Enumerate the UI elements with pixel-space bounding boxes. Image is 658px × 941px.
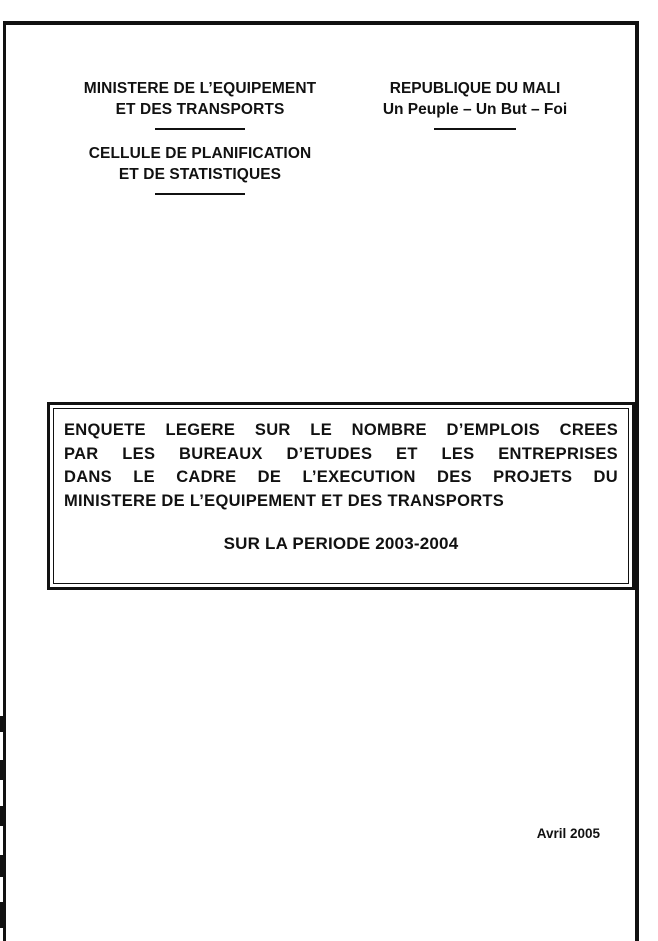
report-title-inner-frame	[53, 408, 629, 584]
ministry-name-line2: ET DES TRANSPORTS	[115, 101, 285, 118]
report-title-line-3: DANS LE CADRE DE L’EXECUTION DES PROJETS DU	[64, 468, 618, 486]
unit-divider	[155, 193, 245, 195]
republic-header	[355, 78, 595, 143]
scan-edge-mark	[0, 806, 3, 826]
scan-edge-mark	[0, 855, 3, 877]
report-title-line-2: PAR LES BUREAUX D’ETUDES ET LES ENTREPRISES	[64, 444, 618, 463]
scan-edge-mark	[0, 902, 3, 928]
scan-edge-mark	[0, 716, 3, 732]
republic-divider	[434, 128, 516, 130]
report-period: SUR LA PERIODE 2003-2004	[223, 534, 459, 553]
unit-name-line1: CELLULE DE PLANIFICATION	[88, 145, 312, 162]
country-name: REPUBLIQUE DU MALI	[389, 80, 561, 97]
unit-name-line2: ET DE STATISTIQUES	[118, 166, 282, 183]
publication-date: Avril 2005	[536, 826, 600, 841]
scan-edge-mark	[0, 760, 3, 780]
ministry-divider	[155, 128, 245, 130]
national-motto: Un Peuple – Un But – Foi	[382, 101, 568, 118]
ministry-header	[50, 78, 350, 208]
report-title-line-1: ENQUETE LEGERE SUR LE NOMBRE D’EMPLOIS CREES	[64, 421, 618, 439]
report-title-line-4: MINISTERE DE L’EQUIPEMENT ET DES TRANSPORTS	[64, 491, 505, 510]
ministry-name-line1: MINISTERE DE L’EQUIPEMENT	[83, 80, 317, 97]
report-title-box	[47, 402, 635, 590]
